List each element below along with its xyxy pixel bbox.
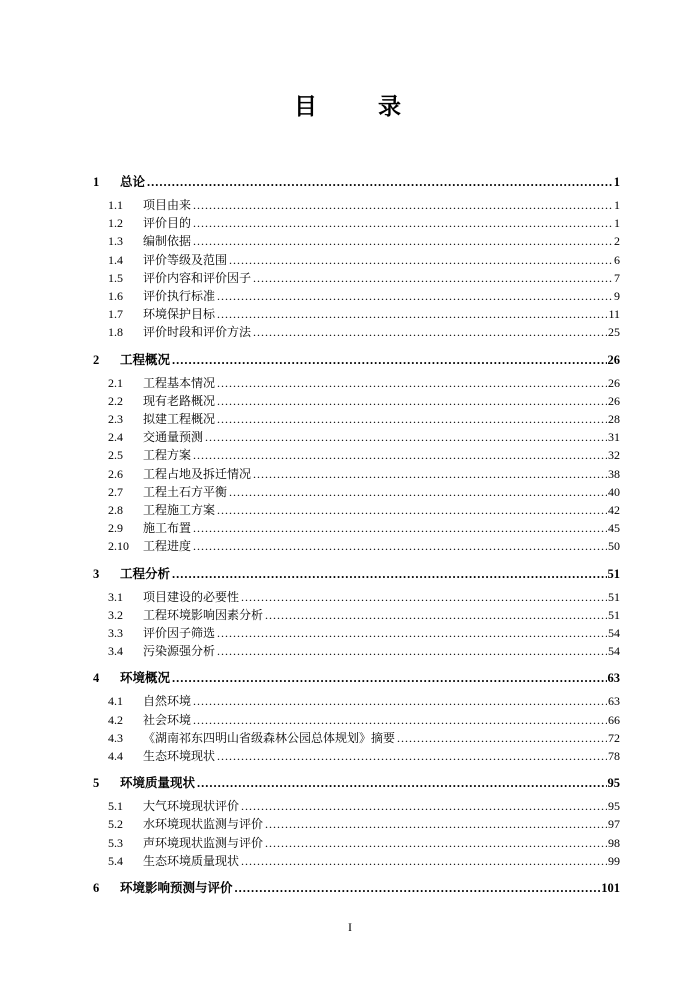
dot-leader — [227, 251, 613, 269]
toc-entry-page: 99 — [608, 853, 620, 868]
toc-entry-page: 63 — [607, 671, 620, 686]
dot-leader — [191, 196, 613, 214]
toc-entry-label: 工程概况 — [120, 352, 171, 367]
toc-entry-number: 3.2 — [108, 607, 123, 622]
toc-entry-label: 污染源强分析 — [143, 644, 216, 659]
toc-entry-label: 拟建工程概况 — [143, 412, 216, 427]
dot-leader — [215, 642, 607, 660]
toc-entry-label: 工程进度 — [143, 539, 192, 554]
dot-leader — [215, 410, 607, 428]
toc-entry-label: 自然环境 — [143, 694, 192, 709]
toc-entry-label: 工程方案 — [143, 448, 192, 463]
dot-leader — [170, 351, 606, 370]
toc-entry-number: 1 — [93, 175, 100, 189]
toc-entry-page: 32 — [608, 448, 620, 463]
toc-entry-page: 101 — [601, 881, 620, 896]
toc-entry-number: 3.4 — [108, 644, 123, 659]
toc-item-row — [93, 374, 620, 392]
toc-section-row — [93, 879, 620, 898]
toc-entry-number: 5.3 — [108, 835, 123, 850]
toc-entry-label: 大气环境现状评价 — [143, 799, 240, 814]
toc-entry-number: 3 — [93, 566, 100, 581]
toc-entry-label: 工程环境影响因素分析 — [143, 607, 264, 622]
toc-item-row — [93, 287, 620, 305]
dot-leader — [215, 374, 607, 392]
toc-entry-page: 28 — [608, 412, 620, 427]
toc-item-row — [93, 269, 620, 287]
toc-entry-page: 26 — [608, 375, 620, 390]
dot-leader — [191, 519, 607, 537]
toc-entry-number: 2.4 — [108, 430, 123, 445]
toc-entry-number: 2 — [93, 352, 100, 367]
toc-entry-page: 45 — [608, 521, 620, 536]
toc-entry-label: 施工布置 — [143, 521, 192, 536]
toc-entry-page: 66 — [608, 712, 620, 727]
toc-entry-label: 《湖南祁东四明山省级森林公园总体规划》摘要 — [143, 730, 396, 745]
toc-item-row — [93, 214, 620, 232]
dot-leader — [239, 588, 607, 606]
toc-item-row — [93, 624, 620, 642]
toc-entry-number: 3.3 — [108, 626, 123, 641]
dot-leader — [251, 465, 607, 483]
toc-entry-page: 1 — [614, 216, 620, 231]
toc-entry-page: 11 — [608, 307, 620, 322]
toc-entry-label: 声环境现状监测与评价 — [143, 835, 264, 850]
toc-entry-label: 工程分析 — [120, 566, 171, 581]
toc-entry-label: 环境保护目标 — [143, 307, 216, 322]
toc-item-row — [93, 834, 620, 852]
dot-leader — [191, 232, 613, 250]
dot-leader — [239, 797, 607, 815]
toc-entry-page: 51 — [607, 566, 620, 581]
toc-entry-label: 社会环境 — [143, 712, 192, 727]
toc-entry-label: 工程占地及拆迁情况 — [143, 466, 252, 481]
toc-entry-number: 2.8 — [108, 503, 123, 518]
toc-entry-label: 交通量预测 — [143, 430, 204, 445]
toc-entry-number: 1.8 — [108, 325, 123, 340]
dot-leader — [215, 287, 613, 305]
dot-leader — [227, 483, 607, 501]
toc-entry-page: 51 — [608, 589, 620, 604]
toc-entry-number: 2.5 — [108, 448, 123, 463]
toc-item-row — [93, 251, 620, 269]
page-number-footer: I — [348, 920, 352, 934]
dot-leader — [233, 879, 601, 898]
toc-entry-label: 环境影响预测与评价 — [120, 881, 233, 896]
toc-entry-number: 1.7 — [108, 307, 123, 322]
toc-entry-label: 生态环境现状 — [143, 749, 216, 764]
toc-item-row — [93, 483, 620, 501]
toc-entry-label: 环境质量现状 — [120, 776, 196, 791]
toc-item-row — [93, 815, 620, 833]
toc-entry-number: 4.2 — [108, 712, 123, 727]
toc-entry-page: 9 — [614, 289, 620, 304]
dot-leader — [191, 711, 607, 729]
dot-leader — [215, 624, 607, 642]
dot-leader — [251, 323, 607, 341]
toc-entry-number: 2.10 — [108, 539, 129, 554]
toc-entry-number: 2.2 — [108, 393, 123, 408]
toc-entry-number: 3.1 — [108, 589, 123, 604]
toc-entry-label: 评价内容和评价因子 — [143, 270, 252, 285]
toc-entry-page: 2 — [614, 234, 620, 249]
toc-entry-number: 1.2 — [108, 216, 123, 231]
toc-entry-page: 40 — [608, 484, 620, 499]
toc-entry-label: 评价时段和评价方法 — [143, 325, 252, 340]
toc-entry-page: 6 — [614, 252, 620, 267]
dot-leader — [263, 834, 607, 852]
toc-entry-number: 4.4 — [108, 749, 123, 764]
dot-leader — [263, 606, 607, 624]
toc-entry-page: 7 — [614, 270, 620, 285]
toc-entry-label: 工程基本情况 — [143, 375, 216, 390]
toc-entry-label: 水环境现状监测与评价 — [143, 817, 264, 832]
toc-entry-label: 项目由来 — [143, 198, 192, 212]
dot-leader — [195, 774, 606, 793]
toc-item-row — [93, 305, 620, 323]
toc-entry-page: 31 — [608, 430, 620, 445]
toc-entry-number: 2.6 — [108, 466, 123, 481]
toc-entry-number: 6 — [93, 881, 100, 896]
toc-entry-page: 42 — [608, 503, 620, 518]
toc-entry-number: 1.3 — [108, 234, 123, 249]
dot-leader — [215, 392, 607, 410]
toc-section-row — [93, 173, 620, 192]
toc-entry-page: 97 — [608, 817, 620, 832]
toc-item-row — [93, 692, 620, 710]
dot-leader — [395, 729, 607, 747]
toc-entry-label: 工程土石方平衡 — [143, 484, 228, 499]
dot-leader — [170, 669, 606, 688]
toc-entry-number: 4.3 — [108, 730, 123, 745]
toc-item-row — [93, 711, 620, 729]
toc-entry-page: 54 — [608, 626, 620, 641]
toc-entry-number: 4.1 — [108, 694, 123, 709]
toc-entry-number: 4 — [93, 671, 100, 686]
toc-item-row — [93, 537, 620, 555]
toc-section-row — [93, 774, 620, 793]
toc-item-row — [93, 446, 620, 464]
toc-entry-number: 5.1 — [108, 799, 123, 814]
dot-leader — [215, 305, 607, 323]
dot-leader — [170, 565, 606, 584]
toc-item-row — [93, 428, 620, 446]
toc-item-row — [93, 729, 620, 747]
toc-entry-label: 评价等级及范围 — [143, 252, 228, 267]
dot-leader — [215, 501, 607, 519]
toc-entry-page: 78 — [608, 749, 620, 764]
toc-item-row — [93, 501, 620, 519]
toc-section-row — [93, 351, 620, 370]
toc-entry-number: 1.4 — [108, 252, 123, 267]
toc-section-row — [93, 669, 620, 688]
toc-entry-number: 5.2 — [108, 817, 123, 832]
toc-entry-page: 63 — [608, 694, 620, 709]
toc-entry-page: 98 — [608, 835, 620, 850]
toc-entry-label: 生态环境质量现状 — [143, 853, 240, 868]
toc-entry-page: 72 — [608, 730, 620, 745]
toc-entry-label: 现有老路概况 — [143, 393, 216, 408]
toc-entry-label: 工程施工方案 — [143, 503, 216, 518]
toc-item-row — [93, 852, 620, 870]
toc-entry-label: 编制依据 — [143, 234, 192, 249]
dot-leader — [191, 446, 607, 464]
toc-item-row — [93, 392, 620, 410]
toc-entry-page: 51 — [608, 607, 620, 622]
dot-leader — [191, 537, 607, 555]
toc-entry-number: 2.1 — [108, 375, 123, 390]
dot-leader — [191, 214, 613, 232]
toc-entry-page: 38 — [608, 466, 620, 481]
toc-entry-page: 1 — [613, 175, 620, 189]
toc-entry-page: 1 — [614, 198, 620, 212]
dot-leader — [239, 852, 607, 870]
toc-section-row — [93, 565, 620, 584]
toc-entry-page: 54 — [608, 644, 620, 659]
toc-entry-label: 项目建设的必要性 — [143, 589, 240, 604]
toc-item-row — [93, 606, 620, 624]
toc-entry-page: 95 — [607, 776, 620, 791]
toc-entry-page: 95 — [608, 799, 620, 814]
toc-item-row — [93, 642, 620, 660]
dot-leader — [215, 747, 607, 765]
toc-entry-number: 1.1 — [108, 198, 123, 212]
toc-item-row — [93, 747, 620, 765]
toc-entry-number: 5.4 — [108, 853, 123, 868]
toc-entry-number: 1.5 — [108, 270, 123, 285]
toc-item-row — [93, 465, 620, 483]
toc-item-row — [93, 323, 620, 341]
toc-entry-label: 环境概况 — [120, 671, 171, 686]
toc-item-row — [93, 519, 620, 537]
page-title: 目 录 — [294, 94, 406, 119]
dot-leader — [251, 269, 613, 287]
toc-entry-page: 26 — [608, 393, 620, 408]
toc-entry-number: 1.6 — [108, 289, 123, 304]
dot-leader — [203, 428, 607, 446]
toc-entry-page: 25 — [608, 325, 620, 340]
toc-entry-number: 2.7 — [108, 484, 123, 499]
toc-entry-number: 5 — [93, 776, 100, 791]
toc-entry-label: 评价执行标准 — [143, 289, 216, 304]
toc-entry-label: 评价目的 — [143, 216, 192, 231]
toc-item-row — [93, 797, 620, 815]
toc-entry-page: 50 — [608, 539, 620, 554]
toc-entry-label: 评价因子筛选 — [143, 626, 216, 641]
toc-item-row — [93, 196, 620, 214]
table-of-contents — [93, 164, 620, 902]
toc-item-row — [93, 588, 620, 606]
toc-entry-number: 2.3 — [108, 412, 123, 427]
dot-leader — [263, 815, 607, 833]
toc-entry-label: 总论 — [120, 175, 146, 189]
toc-item-row — [93, 232, 620, 250]
dot-leader — [145, 173, 613, 192]
toc-item-row — [93, 410, 620, 428]
toc-entry-number: 2.9 — [108, 521, 123, 536]
toc-entry-page: 26 — [607, 352, 620, 367]
dot-leader — [191, 692, 607, 710]
